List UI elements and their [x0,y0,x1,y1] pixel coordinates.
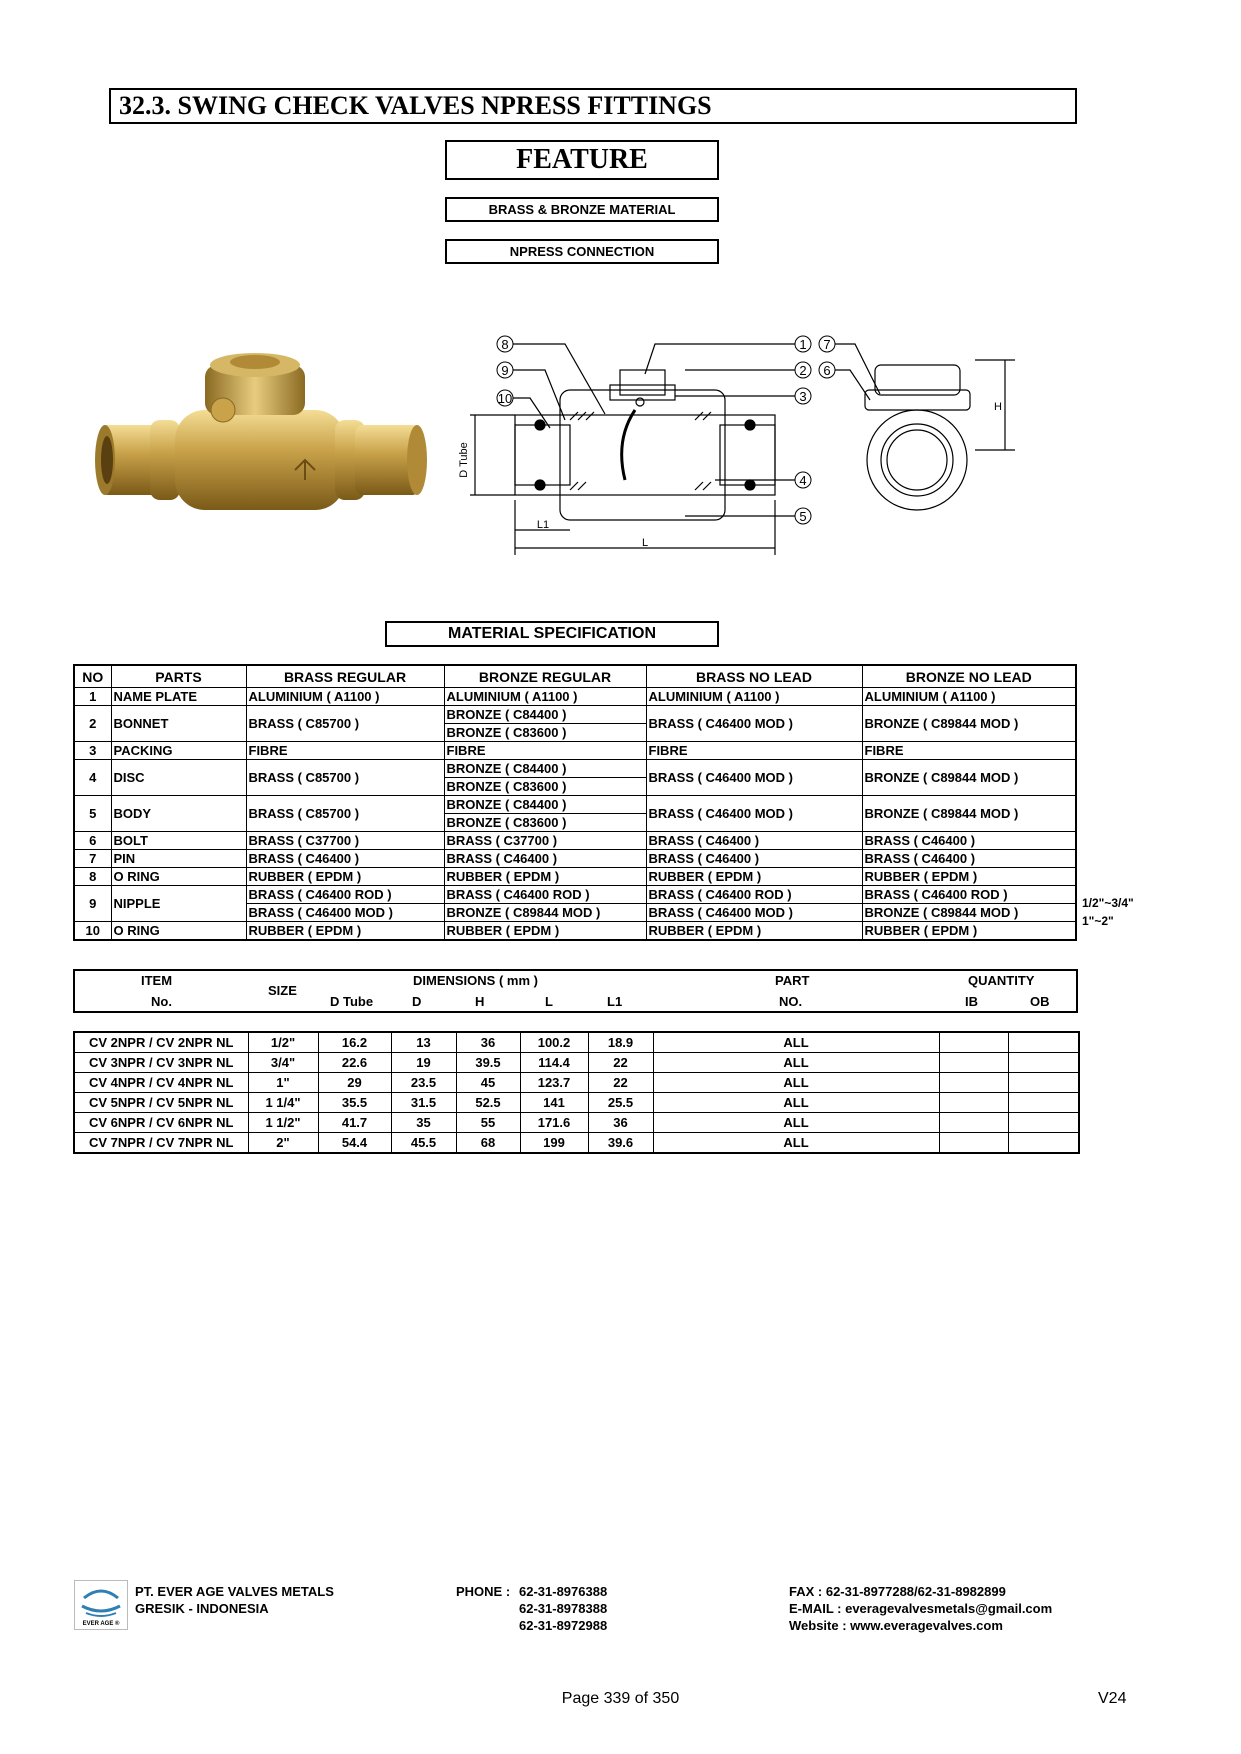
cell-h: 36 [456,1032,520,1053]
row-number: 8 [74,868,111,886]
table-cell: FIBRE [246,742,444,760]
header-part-no: NO. [779,994,803,1009]
cell-ob [1008,1073,1079,1093]
callout-label: 5 [799,509,807,524]
table-cell: BRASS ( C46400 ROD ) [862,886,1076,904]
dim-label-dtube: D Tube [458,442,470,478]
col-header: BRONZE REGULAR [444,665,646,688]
part-name: NIPPLE [111,886,246,922]
cell-part: ALL [653,1093,939,1113]
cell-size: 1" [248,1073,318,1093]
cell-dtube: 22.6 [318,1053,391,1073]
table-cell: RUBBER ( EPDM ) [246,868,444,886]
table-cell: BRASS ( C85700 ) [246,796,444,832]
part-name: NAME PLATE [111,688,246,706]
part-name: PIN [111,850,246,868]
cell-l: 114.4 [520,1053,588,1073]
table-cell: RUBBER ( EPDM ) [862,868,1076,886]
cell-d: 35 [391,1113,456,1133]
table-cell: BRONZE ( C84400 ) [444,760,646,778]
page-number: Page 339 of 350 [561,1690,680,1707]
table-cell: ALUMINIUM ( A1100 ) [862,688,1076,706]
table-cell: BRASS ( C46400 MOD ) [646,760,862,796]
cell-l: 141 [520,1093,588,1113]
phone-number: 62-31-8972988 [519,1618,608,1633]
table-cell: BRASS ( C46400 MOD ) [646,904,862,922]
part-name: BONNET [111,706,246,742]
table-cell: BRASS ( C37700 ) [444,832,646,850]
table-cell: BRASS ( C46400 ) [646,850,862,868]
cell-dtube: 35.5 [318,1093,391,1113]
cell-d: 23.5 [391,1073,456,1093]
row-number: 9 [74,886,111,922]
cell-l1: 25.5 [588,1093,653,1113]
col-header: BRASS REGULAR [246,665,444,688]
company-name: PT. EVER AGE VALVES METALS [135,1584,334,1599]
part-name: DISC [111,760,246,796]
table-cell: BRASS ( C46400 ) [862,832,1076,850]
table-cell: FIBRE [862,742,1076,760]
cell-item: CV 2NPR / CV 2NPR NL [74,1032,248,1053]
cell-ob [1008,1053,1079,1073]
email-link[interactable]: E-MAIL : everagevalvesmetals@gmail.com [789,1601,1053,1616]
row-number: 7 [74,850,111,868]
table-row [74,760,1076,778]
table-row [74,850,1076,868]
header-ob: OB [1030,994,1050,1009]
cell-l1: 22 [588,1073,653,1093]
cell-size: 1 1/2" [248,1113,318,1133]
cell-l: 199 [520,1133,588,1154]
header-ib: IB [965,994,978,1009]
page-title: 32.3. SWING CHECK VALVES NPRESS FITTINGS [109,88,1077,124]
cell-ib [939,1113,1008,1133]
cell-l: 171.6 [520,1113,588,1133]
cell-part: ALL [653,1032,939,1053]
cell-h: 68 [456,1133,520,1154]
cell-l: 100.2 [520,1032,588,1053]
callout-label: 9 [501,363,509,378]
table-cell: BRASS ( C46400 ) [862,850,1076,868]
company-logo [74,1580,128,1630]
cell-ib [939,1093,1008,1113]
table-cell: BRONZE ( C89844 MOD ) [862,904,1076,922]
part-name: BODY [111,796,246,832]
cell-part: ALL [653,1053,939,1073]
dimensions-header [73,969,1078,1013]
table-row [74,832,1076,850]
dim-label-h: H [994,401,1002,413]
table-row [74,688,1076,706]
cell-part: ALL [653,1133,939,1154]
material-spec-table [73,664,1077,941]
cell-h: 52.5 [456,1093,520,1113]
table-cell: BRASS ( C46400 ) [444,850,646,868]
part-name: O RING [111,868,246,886]
cell-ib [939,1133,1008,1154]
table-cell: BRASS ( C46400 ) [246,850,444,868]
cell-dtube: 41.7 [318,1113,391,1133]
table-cell: RUBBER ( EPDM ) [444,868,646,886]
table-row [74,706,1076,724]
company-location: GRESIK - INDONESIA [135,1601,269,1616]
table-cell: RUBBER ( EPDM ) [246,922,444,941]
table-row [74,886,1076,904]
part-name: O RING [111,922,246,941]
table-cell: BRONZE ( C89844 MOD ) [444,904,646,922]
cell-ib [939,1032,1008,1053]
table-cell: RUBBER ( EPDM ) [646,922,862,941]
cell-item: CV 6NPR / CV 6NPR NL [74,1113,248,1133]
cell-ib [939,1073,1008,1093]
table-cell: BRASS ( C85700 ) [246,760,444,796]
header-h: H [475,994,485,1009]
table-cell: BRONZE ( C89844 MOD ) [862,796,1076,832]
table-row [74,1093,1079,1113]
nipple-size-note: 1"~2" [1082,914,1114,928]
phone-number: 62-31-8976388 [519,1584,608,1599]
dimensions-table [73,1031,1080,1154]
cell-ob [1008,1032,1079,1053]
table-cell: BRASS ( C46400 MOD ) [246,904,444,922]
part-name: PACKING [111,742,246,760]
table-row [74,796,1076,814]
feature-item: NPRESS CONNECTION [445,239,719,264]
cell-l1: 36 [588,1113,653,1133]
table-cell: BRASS ( C46400 MOD ) [646,706,862,742]
valve-section-drawing [455,330,1075,570]
table-cell: FIBRE [444,742,646,760]
header-size: SIZE [268,983,297,998]
callout-label: 7 [823,337,831,352]
callout-label: 3 [799,389,807,404]
header-dimensions: DIMENSIONS ( mm ) [413,973,538,988]
cell-l1: 39.6 [588,1133,653,1154]
valve-product-photo [95,340,435,540]
table-cell: BRONZE ( C89844 MOD ) [862,706,1076,742]
header-dtube: D Tube [330,994,374,1009]
header-item: ITEM [141,973,173,988]
cell-item: CV 7NPR / CV 7NPR NL [74,1133,248,1154]
cell-item: CV 5NPR / CV 5NPR NL [74,1093,248,1113]
feature-heading: FEATURE [445,140,719,180]
feature-item: BRASS & BRONZE MATERIAL [445,197,719,222]
table-cell: ALUMINIUM ( A1100 ) [246,688,444,706]
table-cell: BRONZE ( C89844 MOD ) [862,760,1076,796]
row-number: 1 [74,688,111,706]
table-cell: BRONZE ( C83600 ) [444,814,646,832]
table-cell: BRASS ( C46400 ROD ) [246,886,444,904]
table-cell: BRASS ( C46400 MOD ) [646,796,862,832]
row-number: 5 [74,796,111,832]
header-item-no: No. [151,994,172,1009]
phone-label: PHONE : [456,1584,511,1599]
fax-number: FAX : 62-31-8977288/62-31-8982899 [789,1584,1006,1599]
cell-part: ALL [653,1073,939,1093]
dim-label-l: L [641,537,649,549]
cell-h: 55 [456,1113,520,1133]
table-cell: BRONZE ( C83600 ) [444,724,646,742]
table-row [74,1032,1079,1053]
phone-number: 62-31-8978388 [519,1601,608,1616]
table-row [74,922,1076,941]
table-row [74,1073,1079,1093]
header-d: D [412,994,422,1009]
table-cell: FIBRE [646,742,862,760]
cell-ob [1008,1093,1079,1113]
table-cell: BRASS ( C85700 ) [246,706,444,742]
table-cell: BRASS ( C46400 ROD ) [444,886,646,904]
table-cell: BRASS ( C46400 ) [646,832,862,850]
header-l: L [545,994,553,1009]
cell-ob [1008,1113,1079,1133]
callout-label: 1 [799,337,807,352]
header-l1: L1 [607,994,623,1009]
logo-text: EVER AGE ® [82,1621,120,1627]
cell-d: 19 [391,1053,456,1073]
row-number: 3 [74,742,111,760]
col-header: BRASS NO LEAD [646,665,862,688]
cell-ib [939,1053,1008,1073]
cell-h: 45 [456,1073,520,1093]
header-part: PART [775,973,810,988]
cell-l: 123.7 [520,1073,588,1093]
col-header: PARTS [111,665,246,688]
table-cell: BRONZE ( C84400 ) [444,706,646,724]
table-cell: ALUMINIUM ( A1100 ) [444,688,646,706]
header-quantity: QUANTITY [968,973,1035,988]
callout-label: 10 [497,391,513,406]
callout-label: 8 [501,337,509,352]
table-row [74,1133,1079,1154]
table-cell: RUBBER ( EPDM ) [444,922,646,941]
row-number: 4 [74,760,111,796]
callout-label: 6 [823,363,831,378]
cell-size: 3/4" [248,1053,318,1073]
table-cell: RUBBER ( EPDM ) [646,868,862,886]
cell-part: ALL [653,1113,939,1133]
row-number: 2 [74,706,111,742]
cell-dtube: 54.4 [318,1133,391,1154]
cell-l1: 18.9 [588,1032,653,1053]
part-name: BOLT [111,832,246,850]
table-cell: RUBBER ( EPDM ) [862,922,1076,941]
row-number: 10 [74,922,111,941]
website-link[interactable]: Website : www.everagevalves.com [789,1618,1003,1633]
cell-item: CV 4NPR / CV 4NPR NL [74,1073,248,1093]
cell-d: 31.5 [391,1093,456,1113]
table-header-row [74,665,1076,688]
cell-dtube: 29 [318,1073,391,1093]
cell-size: 1/2" [248,1032,318,1053]
callout-label: 4 [799,473,807,488]
table-cell: BRASS ( C46400 ROD ) [646,886,862,904]
table-cell: BRASS ( C37700 ) [246,832,444,850]
table-row [74,1053,1079,1073]
cell-d: 45.5 [391,1133,456,1154]
col-header: BRONZE NO LEAD [862,665,1076,688]
table-cell: BRONZE ( C83600 ) [444,778,646,796]
cell-d: 13 [391,1032,456,1053]
table-cell: ALUMINIUM ( A1100 ) [646,688,862,706]
cell-size: 1 1/4" [248,1093,318,1113]
col-header: NO [74,665,111,688]
cell-size: 2" [248,1133,318,1154]
dim-label-l1: L1 [536,519,550,531]
table-row [74,742,1076,760]
cell-h: 39.5 [456,1053,520,1073]
table-row [74,1113,1079,1133]
material-spec-heading: MATERIAL SPECIFICATION [385,621,719,647]
version-label: V24 [1098,1690,1127,1707]
cell-item: CV 3NPR / CV 3NPR NL [74,1053,248,1073]
table-row [74,868,1076,886]
cell-ob [1008,1133,1079,1154]
nipple-size-note: 1/2"~3/4" [1082,896,1134,910]
table-cell: BRONZE ( C84400 ) [444,796,646,814]
row-number: 6 [74,832,111,850]
cell-l1: 22 [588,1053,653,1073]
cell-dtube: 16.2 [318,1032,391,1053]
callout-label: 2 [799,363,807,378]
